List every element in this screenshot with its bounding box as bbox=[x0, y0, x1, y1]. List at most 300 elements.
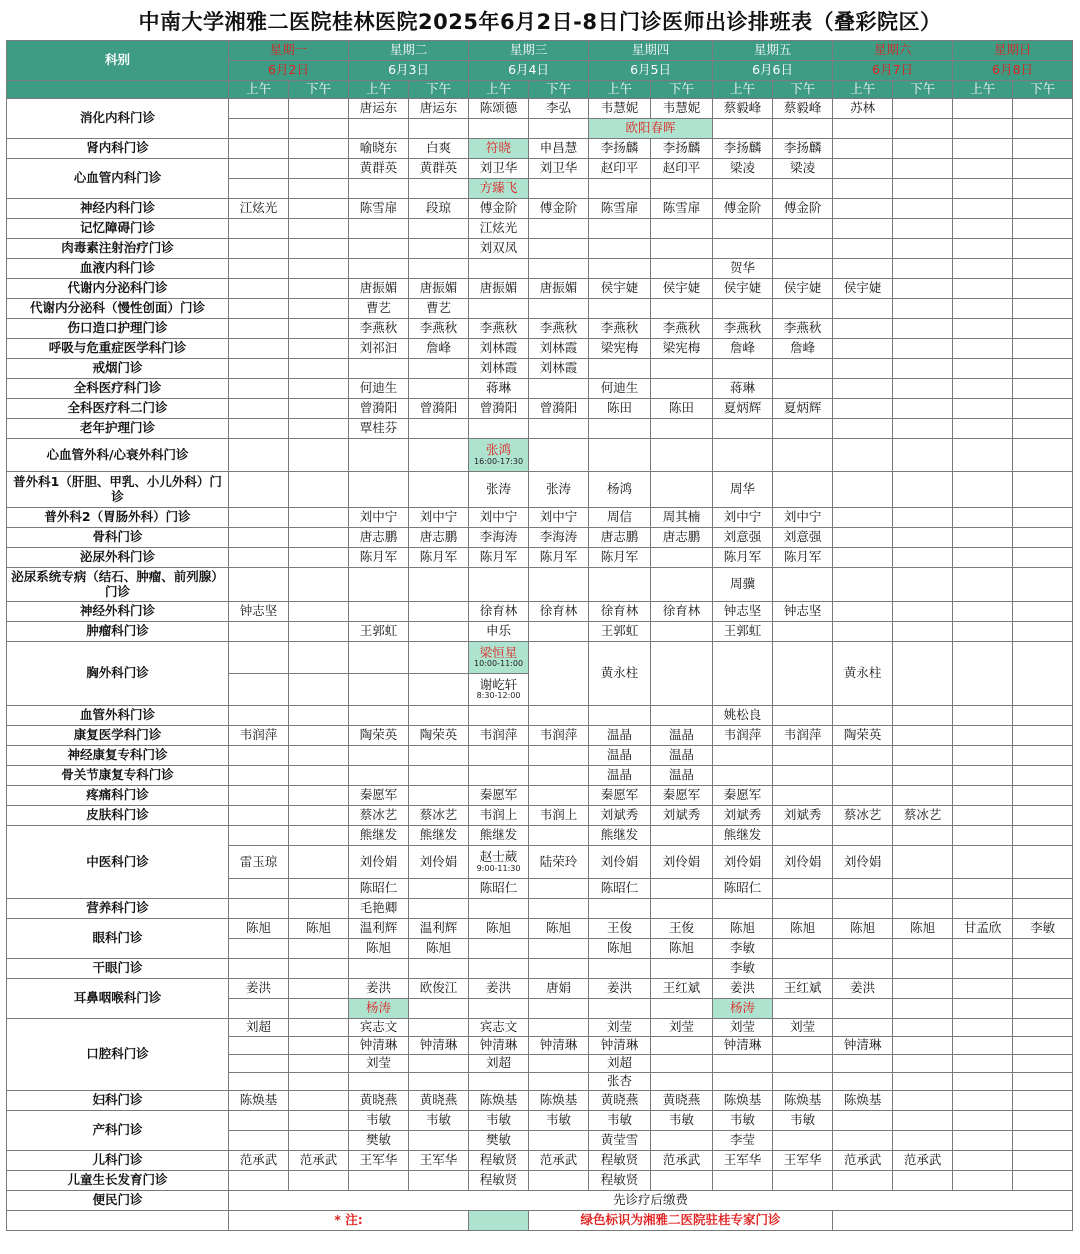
schedule-cell: 韦敏 bbox=[651, 1111, 713, 1131]
schedule-cell: 陈旭 bbox=[651, 939, 713, 959]
schedule-cell bbox=[773, 239, 833, 259]
schedule-cell: 韦敏 bbox=[589, 1111, 651, 1131]
schedule-cell bbox=[893, 1171, 953, 1191]
schedule-cell bbox=[289, 159, 349, 179]
schedule-cell bbox=[773, 706, 833, 726]
schedule-cell bbox=[289, 259, 349, 279]
schedule-cell: 宾志文 bbox=[349, 1019, 409, 1037]
schedule-cell bbox=[893, 568, 953, 602]
schedule-cell bbox=[1013, 899, 1073, 919]
schedule-cell bbox=[953, 219, 1013, 239]
dept-name: 耳鼻咽喉科门诊 bbox=[7, 979, 229, 1019]
schedule-cell bbox=[893, 786, 953, 806]
schedule-cell bbox=[229, 379, 289, 399]
schedule-cell: 周其楠 bbox=[651, 508, 713, 528]
schedule-cell bbox=[529, 1055, 589, 1073]
schedule-cell: 黄晓燕 bbox=[349, 1091, 409, 1111]
schedule-cell: 何迪生 bbox=[589, 379, 651, 399]
schedule-cell bbox=[773, 472, 833, 508]
schedule-cell bbox=[289, 1111, 349, 1131]
schedule-cell: 张涛 bbox=[529, 472, 589, 508]
schedule-cell: 刘伶娟 bbox=[589, 846, 651, 879]
time-range: 9:00-11:30 bbox=[476, 863, 521, 873]
schedule-cell: 刘中宁 bbox=[713, 508, 773, 528]
pm-header: 下午 bbox=[1013, 81, 1073, 99]
schedule-cell: 刘伶娟 bbox=[833, 846, 893, 879]
schedule-cell bbox=[651, 1131, 713, 1151]
schedule-cell: 范承武 bbox=[229, 1151, 289, 1171]
schedule-cell bbox=[713, 1171, 773, 1191]
schedule-cell: 陈旭 bbox=[893, 919, 953, 939]
weekday-header: 星期二 bbox=[349, 41, 469, 61]
schedule-cell bbox=[953, 439, 1013, 472]
schedule-cell bbox=[349, 746, 409, 766]
schedule-cell bbox=[833, 439, 893, 472]
schedule-cell bbox=[833, 199, 893, 219]
dept-name: 康复医学科门诊 bbox=[7, 726, 229, 746]
schedule-cell: 徐育林 bbox=[589, 602, 651, 622]
schedule-cell: 唐振媚 bbox=[529, 279, 589, 299]
schedule-cell: 李敏 bbox=[1013, 919, 1073, 939]
dept-name: 肿瘤科门诊 bbox=[7, 622, 229, 642]
schedule-cell bbox=[773, 642, 833, 706]
schedule-cell bbox=[409, 622, 469, 642]
schedule-cell: 苏林 bbox=[833, 99, 893, 119]
schedule-cell bbox=[229, 1131, 289, 1151]
schedule-cell bbox=[469, 766, 529, 786]
schedule-cell: 姜洪 bbox=[589, 979, 651, 999]
schedule-cell bbox=[589, 299, 651, 319]
schedule-cell bbox=[1013, 472, 1073, 508]
schedule-cell bbox=[773, 959, 833, 979]
schedule-cell bbox=[529, 766, 589, 786]
schedule-cell bbox=[953, 239, 1013, 259]
table-row bbox=[7, 806, 1073, 826]
schedule-cell bbox=[953, 1131, 1013, 1151]
schedule-cell bbox=[833, 999, 893, 1019]
schedule-cell: 温利辉 bbox=[349, 919, 409, 939]
schedule-cell: 姚松良 bbox=[713, 706, 773, 726]
schedule-cell: 刘林霞 bbox=[529, 359, 589, 379]
schedule-cell bbox=[289, 319, 349, 339]
schedule-table bbox=[6, 40, 1073, 1231]
schedule-cell: 刘中宁 bbox=[529, 508, 589, 528]
schedule-cell: 王郭虹 bbox=[589, 622, 651, 642]
schedule-cell bbox=[1013, 279, 1073, 299]
schedule-cell bbox=[833, 319, 893, 339]
schedule-cell: 李燕秋 bbox=[349, 319, 409, 339]
schedule-cell: 李扬麟 bbox=[651, 139, 713, 159]
schedule-cell: 李扬麟 bbox=[713, 139, 773, 159]
schedule-cell: 韦润上 bbox=[529, 806, 589, 826]
schedule-cell bbox=[529, 959, 589, 979]
table-row bbox=[7, 528, 1073, 548]
schedule-cell bbox=[953, 642, 1013, 706]
schedule-cell: 程敏贤 bbox=[589, 1151, 651, 1171]
schedule-cell bbox=[469, 1073, 529, 1091]
schedule-cell bbox=[773, 999, 833, 1019]
schedule-cell: 温晶 bbox=[651, 726, 713, 746]
schedule-cell bbox=[349, 119, 409, 139]
schedule-cell bbox=[1013, 1111, 1073, 1131]
schedule-cell bbox=[893, 979, 953, 999]
schedule-cell bbox=[651, 622, 713, 642]
schedule-cell: 江炫光 bbox=[469, 219, 529, 239]
schedule-cell bbox=[529, 299, 589, 319]
schedule-cell bbox=[409, 1171, 469, 1191]
schedule-cell bbox=[229, 319, 289, 339]
schedule-cell bbox=[713, 642, 773, 706]
schedule-cell bbox=[349, 359, 409, 379]
table-row bbox=[7, 568, 1073, 602]
table-row bbox=[7, 159, 1073, 179]
schedule-cell bbox=[409, 219, 469, 239]
schedule-cell bbox=[229, 99, 289, 119]
schedule-cell bbox=[1013, 359, 1073, 379]
schedule-cell bbox=[589, 899, 651, 919]
schedule-cell bbox=[229, 746, 289, 766]
dept-header-blank bbox=[7, 81, 229, 99]
schedule-cell bbox=[589, 179, 651, 199]
schedule-cell bbox=[953, 1111, 1013, 1131]
schedule-cell: 李燕秋 bbox=[409, 319, 469, 339]
schedule-cell bbox=[833, 139, 893, 159]
schedule-cell bbox=[529, 826, 589, 846]
schedule-cell: 詹峰 bbox=[773, 339, 833, 359]
schedule-cell: 钟志坚 bbox=[713, 602, 773, 622]
schedule-cell: 刘林霞 bbox=[469, 339, 529, 359]
schedule-cell bbox=[349, 706, 409, 726]
schedule-cell: 唐振媚 bbox=[349, 279, 409, 299]
schedule-cell bbox=[953, 299, 1013, 319]
schedule-cell bbox=[1013, 642, 1073, 706]
table-row bbox=[7, 259, 1073, 279]
table-row bbox=[7, 319, 1073, 339]
schedule-cell bbox=[773, 299, 833, 319]
schedule-cell bbox=[833, 706, 893, 726]
schedule-cell bbox=[229, 1037, 289, 1055]
weekday-header: 星期一 bbox=[229, 41, 349, 61]
schedule-cell bbox=[953, 622, 1013, 642]
schedule-cell bbox=[589, 568, 651, 602]
schedule-cell: 秦愿军 bbox=[589, 786, 651, 806]
schedule-cell bbox=[409, 786, 469, 806]
schedule-cell bbox=[409, 706, 469, 726]
schedule-cell bbox=[589, 359, 651, 379]
schedule-cell bbox=[651, 1073, 713, 1091]
schedule-cell: 黄永柱 bbox=[589, 642, 651, 706]
schedule-cell bbox=[953, 419, 1013, 439]
schedule-cell bbox=[833, 528, 893, 548]
schedule-cell bbox=[589, 439, 651, 472]
dept-name: 口腔科门诊 bbox=[7, 1019, 229, 1091]
schedule-cell: 钟清琳 bbox=[713, 1037, 773, 1055]
schedule-cell bbox=[833, 879, 893, 899]
schedule-cell: 程敏贤 bbox=[589, 1171, 651, 1191]
schedule-cell bbox=[589, 239, 651, 259]
schedule-cell bbox=[469, 642, 529, 674]
schedule-cell bbox=[289, 999, 349, 1019]
schedule-cell bbox=[229, 1111, 289, 1131]
schedule-cell: 李燕秋 bbox=[713, 319, 773, 339]
schedule-cell: 詹峰 bbox=[409, 339, 469, 359]
schedule-cell: 韦润上 bbox=[469, 806, 529, 826]
schedule-cell bbox=[529, 219, 589, 239]
schedule-cell: 欧阳春晖 bbox=[589, 119, 713, 139]
schedule-cell bbox=[349, 439, 409, 472]
schedule-cell: 韦润萍 bbox=[713, 726, 773, 746]
dept-name: 神经康复专科门诊 bbox=[7, 746, 229, 766]
schedule-cell: 周华 bbox=[713, 472, 773, 508]
table-row bbox=[7, 1111, 1073, 1131]
table-row bbox=[7, 602, 1073, 622]
schedule-cell bbox=[409, 999, 469, 1019]
schedule-cell: 熊继发 bbox=[409, 826, 469, 846]
schedule-cell bbox=[229, 766, 289, 786]
schedule-cell: 刘中宁 bbox=[349, 508, 409, 528]
schedule-cell bbox=[651, 419, 713, 439]
schedule-cell bbox=[469, 899, 529, 919]
schedule-cell bbox=[893, 419, 953, 439]
schedule-cell: 钟志坚 bbox=[229, 602, 289, 622]
schedule-cell: 梁凌 bbox=[773, 159, 833, 179]
schedule-cell: 刘意强 bbox=[773, 528, 833, 548]
schedule-cell: 范承武 bbox=[651, 1151, 713, 1171]
schedule-cell: 侯宇婕 bbox=[833, 279, 893, 299]
schedule-cell bbox=[833, 1131, 893, 1151]
schedule-cell bbox=[529, 1073, 589, 1091]
schedule-cell bbox=[833, 899, 893, 919]
schedule-cell bbox=[529, 939, 589, 959]
schedule-cell: 程敏贤 bbox=[469, 1171, 529, 1191]
schedule-cell: 刘卫华 bbox=[529, 159, 589, 179]
schedule-cell bbox=[1013, 339, 1073, 359]
schedule-cell bbox=[289, 959, 349, 979]
schedule-cell: 梁宪梅 bbox=[589, 339, 651, 359]
schedule-cell: 陈颂德 bbox=[469, 99, 529, 119]
schedule-cell bbox=[893, 959, 953, 979]
schedule-cell bbox=[953, 1171, 1013, 1191]
schedule-cell bbox=[1013, 179, 1073, 199]
schedule-cell bbox=[953, 1151, 1013, 1171]
dept-name: 普外科1（肝胆、甲乳、小儿外科）门诊 bbox=[7, 472, 229, 508]
table-row bbox=[7, 399, 1073, 419]
schedule-cell bbox=[1013, 1019, 1073, 1037]
schedule-cell bbox=[893, 1131, 953, 1151]
schedule-cell bbox=[773, 879, 833, 899]
schedule-cell: 刘超 bbox=[469, 1055, 529, 1073]
schedule-cell bbox=[893, 826, 953, 846]
schedule-cell: 王红斌 bbox=[651, 979, 713, 999]
schedule-cell: 李燕秋 bbox=[589, 319, 651, 339]
schedule-cell bbox=[713, 1055, 773, 1073]
schedule-cell: 陈焕基 bbox=[229, 1091, 289, 1111]
schedule-cell: 曹艺 bbox=[349, 299, 409, 319]
schedule-cell bbox=[953, 706, 1013, 726]
table-row bbox=[7, 1191, 1073, 1211]
schedule-cell bbox=[529, 568, 589, 602]
schedule-cell bbox=[893, 279, 953, 299]
schedule-cell: 符晓 bbox=[469, 139, 529, 159]
schedule-cell: 陈月军 bbox=[713, 548, 773, 568]
table-row bbox=[7, 99, 1073, 119]
schedule-cell: 刘中宁 bbox=[409, 508, 469, 528]
schedule-cell bbox=[651, 1171, 713, 1191]
schedule-cell bbox=[651, 472, 713, 508]
dept-name: 疼痛科门诊 bbox=[7, 786, 229, 806]
table-row bbox=[7, 1171, 1073, 1191]
schedule-cell bbox=[1013, 319, 1073, 339]
schedule-cell: 刘莹 bbox=[349, 1055, 409, 1073]
table-row bbox=[7, 548, 1073, 568]
schedule-cell bbox=[773, 1073, 833, 1091]
schedule-cell bbox=[833, 239, 893, 259]
schedule-cell bbox=[833, 746, 893, 766]
schedule-cell: 侯宇婕 bbox=[589, 279, 651, 299]
schedule-cell bbox=[953, 199, 1013, 219]
schedule-cell: 唐运东 bbox=[409, 99, 469, 119]
schedule-cell bbox=[1013, 602, 1073, 622]
schedule-cell: 刘意强 bbox=[713, 528, 773, 548]
doctor-name: 赵士葳 bbox=[479, 849, 518, 865]
schedule-cell bbox=[1013, 939, 1073, 959]
table-row bbox=[7, 786, 1073, 806]
schedule-cell: 申乐 bbox=[469, 622, 529, 642]
schedule-cell bbox=[953, 99, 1013, 119]
dept-name: 代谢内分泌科门诊 bbox=[7, 279, 229, 299]
schedule-cell: 江炫光 bbox=[229, 199, 289, 219]
schedule-cell bbox=[713, 299, 773, 319]
schedule-cell bbox=[713, 746, 773, 766]
schedule-cell bbox=[289, 674, 349, 706]
schedule-cell bbox=[953, 786, 1013, 806]
schedule-cell: 王红斌 bbox=[773, 979, 833, 999]
am-header: 上午 bbox=[229, 81, 289, 99]
schedule-cell: 钟清琳 bbox=[529, 1037, 589, 1055]
schedule-cell: 温利辉 bbox=[409, 919, 469, 939]
schedule-cell bbox=[409, 1055, 469, 1073]
schedule-cell: 甘孟欣 bbox=[953, 919, 1013, 939]
weekday-header: 星期五 bbox=[713, 41, 833, 61]
time-range: 8:30-12:00 bbox=[476, 691, 521, 701]
schedule-cell bbox=[289, 879, 349, 899]
schedule-cell bbox=[651, 259, 713, 279]
schedule-cell bbox=[469, 419, 529, 439]
date-header: 6月8日 bbox=[953, 61, 1073, 81]
table-row bbox=[7, 239, 1073, 259]
schedule-cell bbox=[409, 1131, 469, 1151]
table-row bbox=[7, 472, 1073, 508]
schedule-cell: 覃桂芬 bbox=[349, 419, 409, 439]
schedule-cell bbox=[1013, 726, 1073, 746]
table-row bbox=[7, 139, 1073, 159]
schedule-cell bbox=[651, 706, 713, 726]
am-header: 上午 bbox=[713, 81, 773, 99]
schedule-cell bbox=[589, 999, 651, 1019]
schedule-cell bbox=[289, 219, 349, 239]
schedule-cell bbox=[953, 472, 1013, 508]
dept-name: 眼科门诊 bbox=[7, 919, 229, 959]
doctor-name: 梁恒星 bbox=[479, 644, 518, 660]
schedule-cell bbox=[1013, 746, 1073, 766]
schedule-cell: 韦润萍 bbox=[229, 726, 289, 746]
schedule-cell: 樊敏 bbox=[469, 1131, 529, 1151]
schedule-cell bbox=[349, 259, 409, 279]
date-header: 6月2日 bbox=[229, 61, 349, 81]
schedule-cell bbox=[289, 786, 349, 806]
dept-name: 中医科门诊 bbox=[7, 826, 229, 899]
schedule-cell: 刘斌秀 bbox=[773, 806, 833, 826]
note-text: 绿色标识为湘雅二医院驻桂专家门诊 bbox=[529, 1211, 833, 1231]
schedule-cell bbox=[893, 1055, 953, 1073]
schedule-cell bbox=[469, 999, 529, 1019]
table-row bbox=[7, 706, 1073, 726]
schedule-cell: 范承武 bbox=[893, 1151, 953, 1171]
schedule-cell bbox=[893, 99, 953, 119]
table-row bbox=[7, 1211, 1073, 1231]
schedule-cell bbox=[529, 239, 589, 259]
note-blank bbox=[833, 1211, 1073, 1231]
schedule-cell: 陈旭 bbox=[773, 919, 833, 939]
schedule-cell bbox=[651, 219, 713, 239]
date-header: 6月3日 bbox=[349, 61, 469, 81]
schedule-cell: 傅金阶 bbox=[529, 199, 589, 219]
schedule-cell: 陈月军 bbox=[773, 548, 833, 568]
date-header: 6月4日 bbox=[469, 61, 589, 81]
schedule-cell bbox=[1013, 1171, 1073, 1191]
schedule-cell bbox=[953, 139, 1013, 159]
schedule-cell: 赵印平 bbox=[589, 159, 651, 179]
schedule-cell bbox=[953, 1019, 1013, 1037]
schedule-cell bbox=[289, 766, 349, 786]
schedule-cell bbox=[289, 379, 349, 399]
schedule-cell bbox=[349, 568, 409, 602]
schedule-cell: 刘伶娟 bbox=[651, 846, 713, 879]
schedule-cell: 刘双凤 bbox=[469, 239, 529, 259]
schedule-cell bbox=[953, 746, 1013, 766]
note-star: * 注: bbox=[229, 1211, 469, 1231]
schedule-cell bbox=[953, 1091, 1013, 1111]
dept-name: 老年护理门诊 bbox=[7, 419, 229, 439]
schedule-cell bbox=[229, 939, 289, 959]
table-row bbox=[7, 508, 1073, 528]
schedule-cell bbox=[651, 642, 713, 706]
table-row bbox=[7, 1151, 1073, 1171]
schedule-cell bbox=[349, 642, 409, 674]
schedule-cell: 王郭虹 bbox=[713, 622, 773, 642]
schedule-cell bbox=[651, 826, 713, 846]
schedule-cell: 黄晓燕 bbox=[651, 1091, 713, 1111]
schedule-cell bbox=[469, 939, 529, 959]
schedule-cell: 刘斌秀 bbox=[651, 806, 713, 826]
schedule-cell: 韦敏 bbox=[713, 1111, 773, 1131]
schedule-cell: 王军华 bbox=[713, 1151, 773, 1171]
schedule-cell: 韦敏 bbox=[409, 1111, 469, 1131]
schedule-cell bbox=[409, 259, 469, 279]
am-header: 上午 bbox=[469, 81, 529, 99]
schedule-cell: 王军华 bbox=[773, 1151, 833, 1171]
schedule-cell bbox=[651, 879, 713, 899]
schedule-cell bbox=[1013, 399, 1073, 419]
schedule-cell bbox=[773, 939, 833, 959]
schedule-cell bbox=[349, 472, 409, 508]
schedule-cell bbox=[713, 899, 773, 919]
schedule-cell bbox=[773, 746, 833, 766]
schedule-cell bbox=[289, 602, 349, 622]
schedule-cell bbox=[713, 359, 773, 379]
schedule-cell bbox=[893, 139, 953, 159]
schedule-cell bbox=[289, 548, 349, 568]
